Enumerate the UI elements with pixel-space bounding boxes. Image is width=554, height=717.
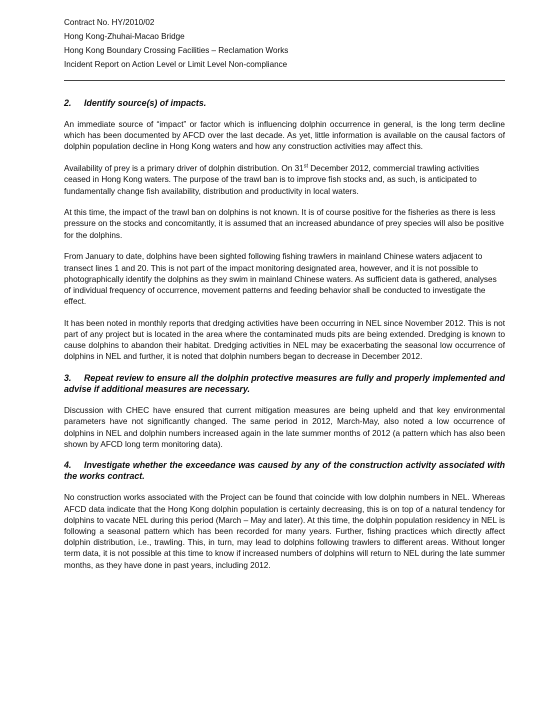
header-contract-number: Contract No. HY/2010/02	[64, 18, 155, 27]
section-2-paragraph-1: An immediate source of “impact” or factor which is influencing dolphin occurrence in general, is the long term decline which has been documented by AFCD over the last decade. As yet, little information is available on the causal factors of dolphin population decline in Hong Kong waters and how any construction activities may affect this.	[64, 120, 505, 152]
section-2-title: Identify source(s) of impacts.	[84, 98, 207, 108]
section-3-paragraph-1: Discussion with CHEC have ensured that current mitigation measures are being upheld and that key environmental parameters have not significantly changed. The same period in 2012, March-May, also noted a low occurrence of dolphins in NEL and dolphin numbers increased again in the late summer months of 2012 (a pattern which has also been shown by AFCD long term monitoring data).	[64, 406, 505, 449]
paragraph-text: Availability of prey is a primary driver of dolphin distribution. On 31	[64, 164, 304, 174]
section-2-paragraph-4: From January to date, dolphins have been sighted following fishing trawlers in mainland Chinese waters adjacent to transect lines 1 and 20. This is not part of the impact monitoring designated area, however, and it is not possible to photographically identify the dolphins as they swim in mainland Chinese waters. As sufficient data is gathered, analyses of individual frequency of occurrence, movement patterns and feeding behavior shall be conducted to investigate the effect.	[64, 252, 497, 307]
section-2-paragraph-5: It has been noted in monthly reports that dredging activities have been occurring in NEL since November 2012. This is not part of any project but is located in the area where the contaminated muds pits are being extended. Dredging is known to cause dolphins to abandon their habitat. Dredging activities in NEL may be exacerbating the seasonal low occurrence of dolphins in NEL and further, it is noted that dolphin numbers began to decrease in December 2012.	[64, 318, 506, 362]
section-2-number: 2.	[64, 98, 72, 108]
section-4-paragraph-1: No construction works associated with the Project can be found that coincide with low dolphin numbers in NEL. Whereas AFCD data indicate that the Hong Kong dolphin population is certainly decreasing, this is on top of a natural tendency for dolphins to vacate NEL during this period (March – May and later). At this time, the dolphin population residency in NEL is following a seasonal pattern which has been recorded for many years. Further, fishing practices which directly affect dolphin distribution, i.e., trawling. This, in turn, may lead to dolphins following trawlers to different areas. Without longer term data, it is not possible at this time to know if increased numbers of dolphins will return to NEL during the late summer months, as they have done in past years, including 2012.	[64, 493, 505, 570]
header-divider	[64, 80, 505, 81]
section-4-title: Investigate whether the exceedance was caused by any of the construction activity associated with the works contract.	[64, 460, 505, 482]
header-works-name: Hong Kong Boundary Crossing Facilities – Reclamation Works	[64, 46, 289, 55]
section-4-number: 4.	[64, 460, 72, 471]
document-header	[64, 16, 288, 72]
header-project-name: Hong Kong-Zhuhai-Macao Bridge	[64, 32, 185, 41]
section-4-heading	[64, 460, 505, 482]
section-3-heading	[64, 373, 505, 395]
section-2-paragraph-2	[64, 163, 505, 197]
ordinal-suffix: st	[303, 163, 308, 170]
section-2-heading	[64, 98, 505, 109]
section-3-number: 3.	[64, 373, 72, 384]
document-body	[64, 98, 505, 581]
paragraph-text: December 2012, commercial trawling activities ceased in Hong Kong waters. The purpose of the trawl ban is to improve fish stocks and, as such, is anticipated to fundamentally change fish availability, distribution and productivity in local waters.	[64, 164, 480, 196]
section-3-title: Repeat review to ensure all the dolphin protective measures are fully and properly implemented and advise if additional measures are necessary.	[64, 373, 505, 395]
header-report-title: Incident Report on Action Level or Limit Level Non-compliance	[64, 60, 288, 69]
section-2-paragraph-3: At this time, the impact of the trawl ban on dolphins is not known. It is of course positive for the fisheries as there is less pressure on the stocks and concomitantly, it is assumed that an increased abundance of prey species will also be positive for the dolphins.	[64, 208, 504, 240]
